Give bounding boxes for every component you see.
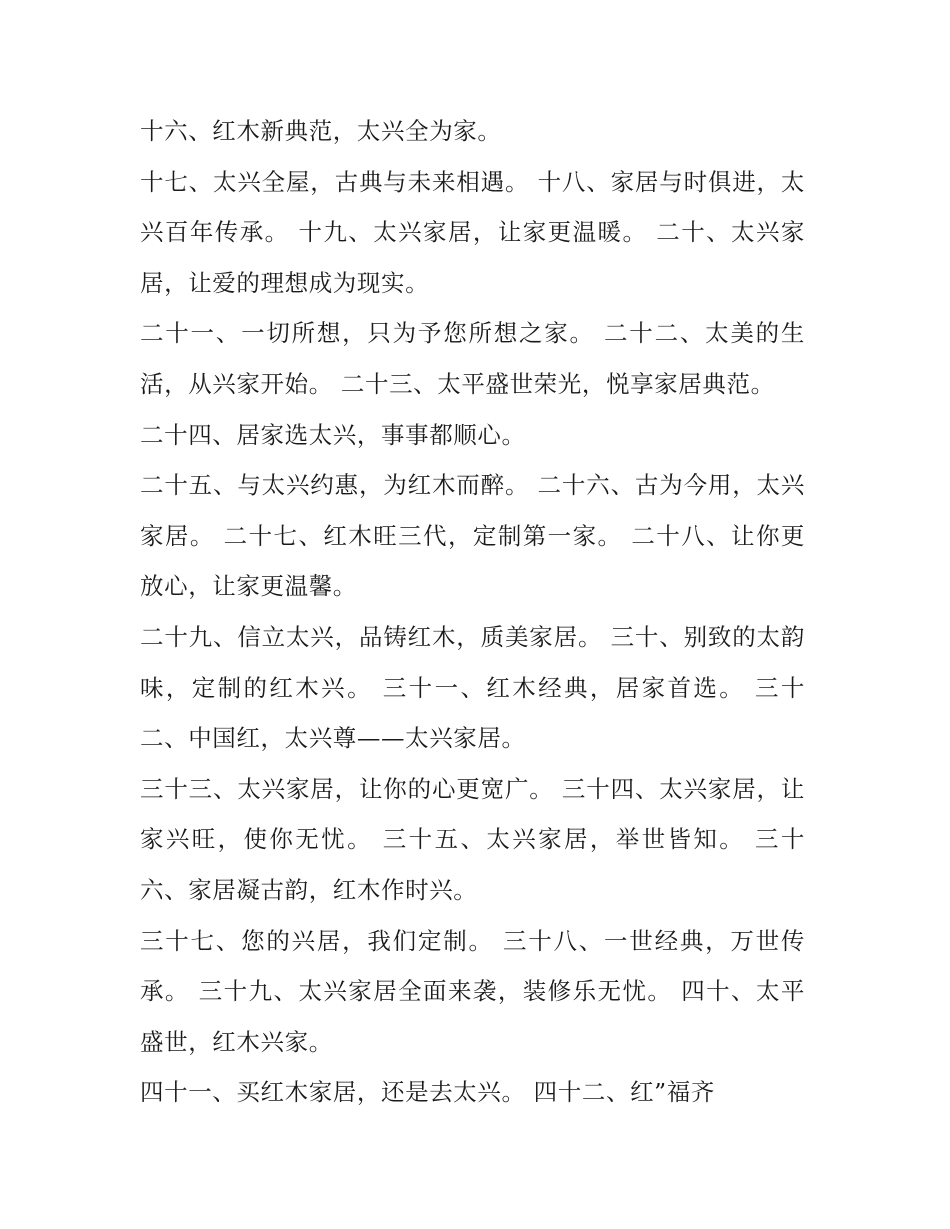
paragraph-24: 二十四、居家选太兴，事事都顺心。 xyxy=(140,420,526,449)
paragraph-29-32: 二十九、信立太兴，品铸红木，质美家居。 三十、别致的太韵味，定制的红木兴。 三十一、红木经典，居家首选。 三十二、中国红，太兴尊——太兴家居。 xyxy=(140,622,805,753)
paragraph-21-23: 二十一、一切所想，只为予您所想之家。 二十二、太美的生活，从兴家开始。 二十三、太平盛世荣光，悦享家居典范。 xyxy=(140,319,805,398)
paragraph-33-36: 三十三、太兴家居，让你的心更宽广。 三十四、太兴家居，让家兴旺，使你无忧。 三十五、太兴家居，举世皆知。 三十六、家居凝古韵，红木作时兴。 xyxy=(140,774,805,904)
paragraph-16: 十六、红木新典范，太兴全为家。 xyxy=(140,117,502,145)
document-body xyxy=(140,106,805,1118)
paragraph-17-20: 十七、太兴全屋，古典与未来相遇。 十八、家居与时俱进，太兴百年传承。 十九、太兴家居，让家更温暖。 二十、太兴家居，让爱的理想成为现实。 xyxy=(140,167,805,297)
paragraph-37-40: 三十七、您的兴居，我们定制。 三十八、一世经典，万世传承。 三十九、太兴家居全面来袭，装修乐无忧。 四十、太平盛世，红木兴家。 xyxy=(140,926,805,1056)
paragraph-41-42: 四十一、买红木家居，还是去太兴。 四十二、红”福齐 xyxy=(140,1078,715,1107)
paragraph-25-28: 二十五、与太兴约惠，为红木而醉。 二十六、古为今用，太兴家居。 二十七、红木旺三代，定制第一家。 二十八、让你更放心，让家更温馨。 xyxy=(140,471,805,601)
